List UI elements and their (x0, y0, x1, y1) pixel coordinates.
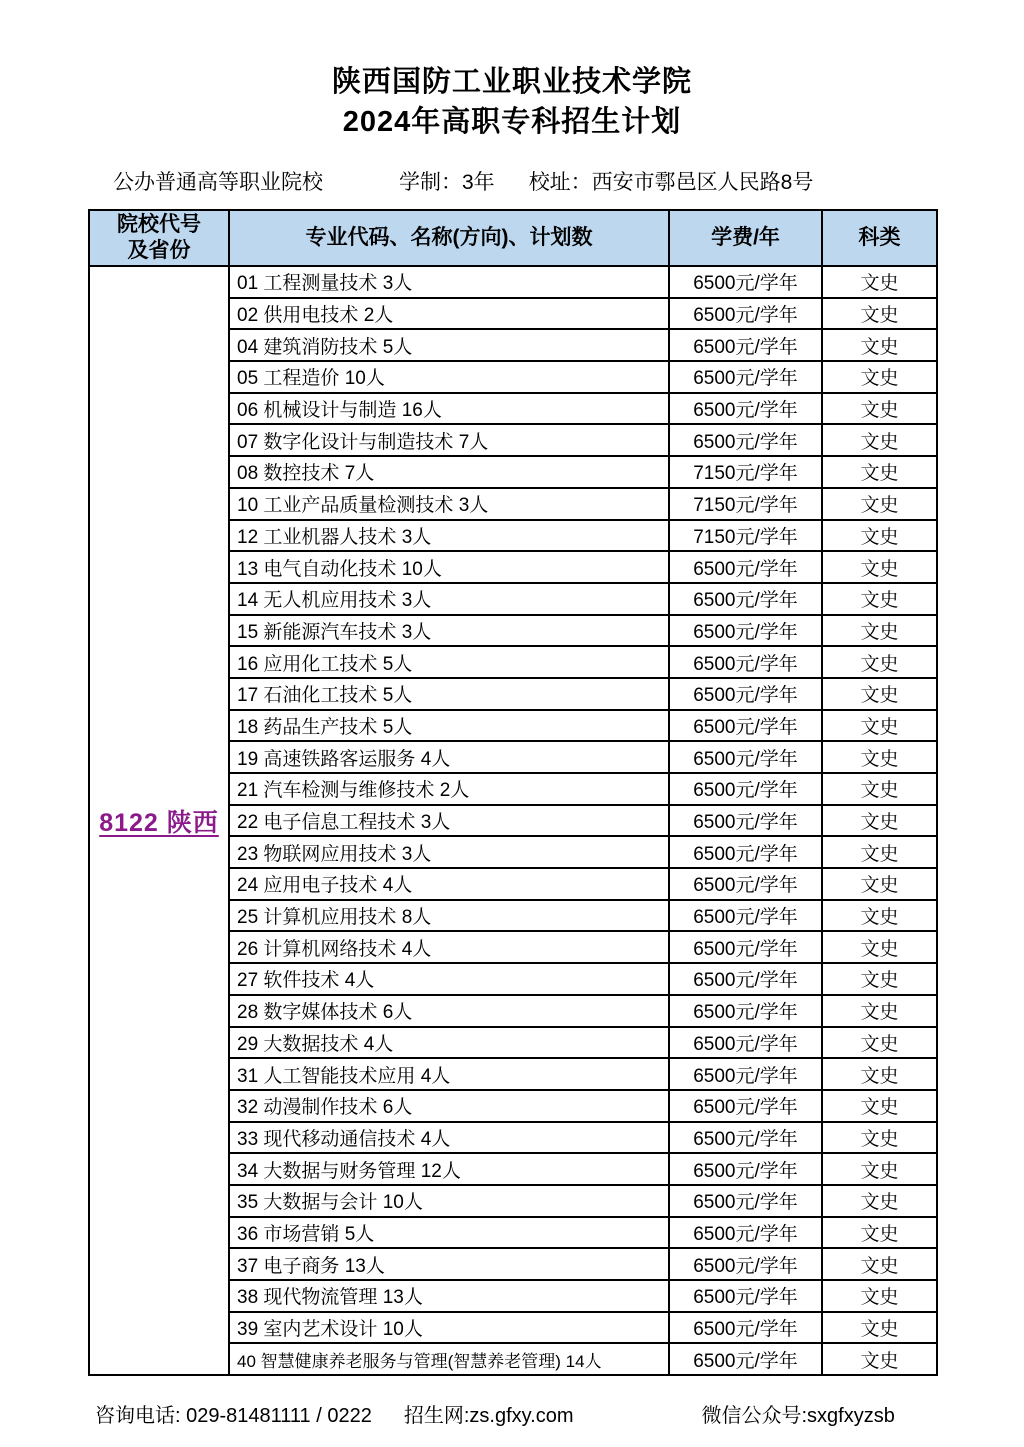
major-cell: 18 药品生产技术 5人 (229, 710, 669, 742)
major-cell: 19 高速铁路客运服务 4人 (229, 741, 669, 773)
fee-cell: 6500元/学年 (669, 393, 822, 425)
fee-cell: 6500元/学年 (669, 424, 822, 456)
major-cell: 05 工程造价 10人 (229, 361, 669, 393)
category-cell: 文史 (822, 710, 937, 742)
category-cell: 文史 (822, 678, 937, 710)
major-cell: 12 工业机器人技术 3人 (229, 520, 669, 552)
major-cell: 06 机械设计与制造 16人 (229, 393, 669, 425)
page-title: 陕西国防工业职业技术学院 (331, 66, 692, 98)
fee-cell: 7150元/学年 (669, 520, 822, 552)
category-cell: 文史 (822, 266, 937, 298)
major-cell: 14 无人机应用技术 3人 (229, 583, 669, 615)
category-cell: 文史 (822, 900, 937, 932)
fee-cell: 6500元/学年 (669, 741, 822, 773)
header-college-code-line1: 院校代号 (117, 212, 201, 236)
fee-cell: 6500元/学年 (669, 868, 822, 900)
fee-cell: 7150元/学年 (669, 456, 822, 488)
wechat-account: 微信公众号:sxgfxyzsb (701, 1405, 895, 1428)
fee-cell: 6500元/学年 (669, 805, 822, 837)
title-block (88, 0, 936, 142)
major-cell: 26 计算机网络技术 4人 (229, 931, 669, 963)
fee-cell: 6500元/学年 (669, 1280, 822, 1312)
fee-cell: 6500元/学年 (669, 710, 822, 742)
category-cell: 文史 (822, 1027, 937, 1059)
category-cell: 文史 (822, 361, 937, 393)
category-cell: 文史 (822, 424, 937, 456)
fee-cell: 6500元/学年 (669, 1153, 822, 1185)
major-cell: 31 人工智能技术应用 4人 (229, 1058, 669, 1090)
category-cell: 文史 (822, 741, 937, 773)
fee-cell: 6500元/学年 (669, 1027, 822, 1059)
category-cell: 文史 (822, 615, 937, 647)
major-cell: 10 工业产品质量检测技术 3人 (229, 488, 669, 520)
category-cell: 文史 (822, 520, 937, 552)
consult-phone: 咨询电话: 029-81481111 / 0222 (95, 1405, 372, 1428)
major-cell: 16 应用化工技术 5人 (229, 646, 669, 678)
category-cell: 文史 (822, 551, 937, 583)
fee-cell: 6500元/学年 (669, 1217, 822, 1249)
major-cell: 28 数字媒体技术 6人 (229, 995, 669, 1027)
school-address: 校址：西安市鄠邑区人民路8号 (528, 171, 814, 194)
category-cell: 文史 (822, 868, 937, 900)
fee-cell: 6500元/学年 (669, 1312, 822, 1344)
category-cell: 文史 (822, 1090, 937, 1122)
school-type: 公办普通高等职业院校 (113, 171, 323, 194)
category-cell: 文史 (822, 1185, 937, 1217)
page-subtitle: 2024年高职专科招生计划 (342, 106, 682, 138)
fee-cell: 6500元/学年 (669, 1248, 822, 1280)
category-cell: 文史 (822, 1217, 937, 1249)
fee-cell: 6500元/学年 (669, 1122, 822, 1154)
footer-line (88, 1399, 936, 1428)
fee-cell: 6500元/学年 (669, 773, 822, 805)
fee-cell: 6500元/学年 (669, 931, 822, 963)
fee-cell: 6500元/学年 (669, 1058, 822, 1090)
fee-cell: 6500元/学年 (669, 963, 822, 995)
fee-cell: 6500元/学年 (669, 1185, 822, 1217)
fee-cell: 6500元/学年 (669, 678, 822, 710)
header-fee: 学费/年 (669, 210, 822, 266)
major-cell: 39 室内艺术设计 10人 (229, 1312, 669, 1344)
fee-cell: 6500元/学年 (669, 836, 822, 868)
major-cell: 35 大数据与会计 10人 (229, 1185, 669, 1217)
fee-cell: 7150元/学年 (669, 488, 822, 520)
category-cell: 文史 (822, 995, 937, 1027)
major-cell: 04 建筑消防技术 5人 (229, 329, 669, 361)
category-cell: 文史 (822, 456, 937, 488)
category-cell: 文史 (822, 1153, 937, 1185)
category-cell: 文史 (822, 963, 937, 995)
category-cell: 文史 (822, 1312, 937, 1344)
fee-cell: 6500元/学年 (669, 995, 822, 1027)
fee-cell: 6500元/学年 (669, 646, 822, 678)
category-cell: 文史 (822, 646, 937, 678)
college-code: 8122 陕西 (99, 808, 219, 837)
header-category: 科类 (822, 210, 937, 266)
category-cell: 文史 (822, 1122, 937, 1154)
major-cell: 23 物联网应用技术 3人 (229, 836, 669, 868)
major-cell: 34 大数据与财务管理 12人 (229, 1153, 669, 1185)
major-cell: 13 电气自动化技术 10人 (229, 551, 669, 583)
category-cell: 文史 (822, 329, 937, 361)
category-cell: 文史 (822, 393, 937, 425)
admission-website: 招生网:zs.gfxy.com (403, 1405, 574, 1428)
category-cell: 文史 (822, 836, 937, 868)
school-info-line (88, 166, 936, 196)
major-cell: 33 现代移动通信技术 4人 (229, 1122, 669, 1154)
major-cell: 07 数字化设计与制造技术 7人 (229, 424, 669, 456)
major-cell: 21 汽车检测与维修技术 2人 (229, 773, 669, 805)
major-cell: 32 动漫制作技术 6人 (229, 1090, 669, 1122)
fee-cell: 6500元/学年 (669, 266, 822, 298)
major-cell: 40 智慧健康养老服务与管理(智慧养老管理) 14人 (229, 1343, 669, 1375)
major-cell: 37 电子商务 13人 (229, 1248, 669, 1280)
major-cell: 15 新能源汽车技术 3人 (229, 615, 669, 647)
category-cell: 文史 (822, 583, 937, 615)
fee-cell: 6500元/学年 (669, 900, 822, 932)
major-cell: 29 大数据技术 4人 (229, 1027, 669, 1059)
table-header (89, 210, 937, 266)
category-cell: 文史 (822, 1280, 937, 1312)
major-cell: 25 计算机应用技术 8人 (229, 900, 669, 932)
enrollment-plan-table (88, 209, 938, 1376)
category-cell: 文史 (822, 931, 937, 963)
major-cell: 01 工程测量技术 3人 (229, 266, 669, 298)
study-duration: 学制：3年 (399, 171, 495, 194)
header-college-code-line2: 及省份 (127, 239, 191, 262)
fee-cell: 6500元/学年 (669, 329, 822, 361)
fee-cell: 6500元/学年 (669, 1090, 822, 1122)
table-row (89, 266, 937, 298)
fee-cell: 6500元/学年 (669, 1343, 822, 1375)
category-cell: 文史 (822, 773, 937, 805)
category-cell: 文史 (822, 298, 937, 330)
major-cell: 36 市场营销 5人 (229, 1217, 669, 1249)
category-cell: 文史 (822, 1248, 937, 1280)
major-cell: 27 软件技术 4人 (229, 963, 669, 995)
major-cell: 02 供用电技术 2人 (229, 298, 669, 330)
fee-cell: 6500元/学年 (669, 615, 822, 647)
category-cell: 文史 (822, 1343, 937, 1375)
category-cell: 文史 (822, 488, 937, 520)
fee-cell: 6500元/学年 (669, 583, 822, 615)
category-cell: 文史 (822, 805, 937, 837)
fee-cell: 6500元/学年 (669, 551, 822, 583)
major-cell: 38 现代物流管理 13人 (229, 1280, 669, 1312)
major-cell: 24 应用电子技术 4人 (229, 868, 669, 900)
category-cell: 文史 (822, 1058, 937, 1090)
college-code-cell (89, 266, 229, 1375)
header-major: 专业代码、名称(方向)、计划数 (229, 210, 669, 266)
fee-cell: 6500元/学年 (669, 298, 822, 330)
table-body (89, 266, 937, 1375)
major-cell: 08 数控技术 7人 (229, 456, 669, 488)
major-cell: 22 电子信息工程技术 3人 (229, 805, 669, 837)
fee-cell: 6500元/学年 (669, 361, 822, 393)
major-cell: 17 石油化工技术 5人 (229, 678, 669, 710)
header-college-code (89, 210, 229, 266)
